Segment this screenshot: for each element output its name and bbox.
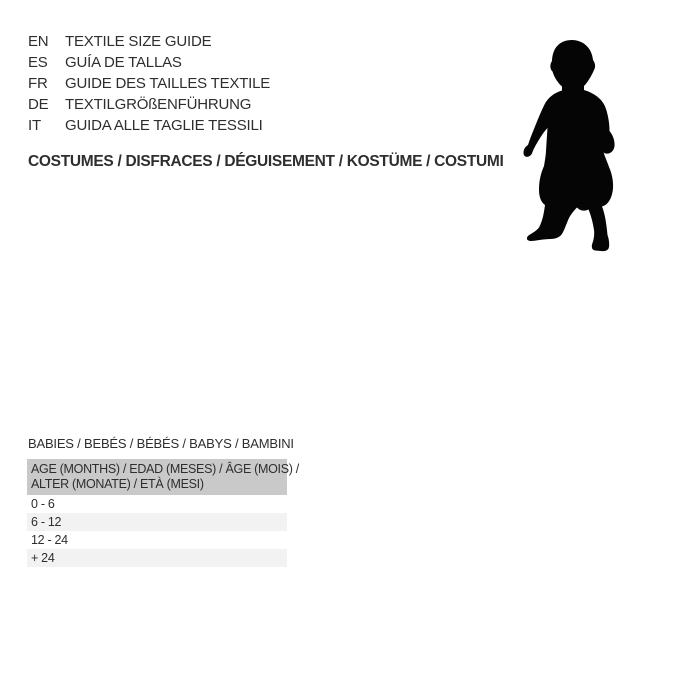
table-header <box>27 459 299 495</box>
language-row-es <box>28 52 270 73</box>
baby-silhouette-svg <box>510 27 650 257</box>
language-row-en <box>28 31 270 52</box>
baby-silhouette-icon <box>510 27 650 257</box>
language-list <box>28 31 270 136</box>
language-code: IT <box>28 117 41 134</box>
language-code: FR <box>28 75 48 92</box>
language-label: GUÍA DE TALLAS <box>65 54 182 71</box>
language-code: EN <box>28 33 49 50</box>
table-row: 0 - 6 <box>31 497 55 511</box>
category-title: COSTUMES / DISFRACES / DÉGUISEMENT / KOSTÜME / COSTUMI <box>28 153 504 170</box>
table-row: + 24 <box>27 549 287 567</box>
language-label: TEXTILGRÖßENFÜHRUNG <box>65 96 252 113</box>
table-header-line-1: AGE (MONTHS) / EDAD (MESES) / ÂGE (MOIS) / <box>31 462 299 476</box>
language-label: GUIDE DES TAILLES TEXTILE <box>65 75 271 92</box>
language-label: TEXTILE SIZE GUIDE <box>65 33 212 50</box>
babies-section-title: BABIES / BEBÉS / BÉBÉS / BABYS / BAMBINI <box>28 436 294 451</box>
table-row: 12 - 24 <box>31 533 68 547</box>
language-code: DE <box>28 96 49 113</box>
language-code: ES <box>28 54 48 71</box>
language-row-de <box>28 94 270 115</box>
table-header-line-2: ALTER (MONATE) / ETÀ (MESI) <box>31 477 204 491</box>
baby-silhouette-path <box>524 40 615 251</box>
language-row-it <box>28 115 270 136</box>
language-label: GUIDA ALLE TAGLIE TESSILI <box>65 117 263 134</box>
language-row-fr <box>28 73 270 94</box>
age-size-table <box>27 459 299 567</box>
table-row: 6 - 12 <box>27 513 287 531</box>
